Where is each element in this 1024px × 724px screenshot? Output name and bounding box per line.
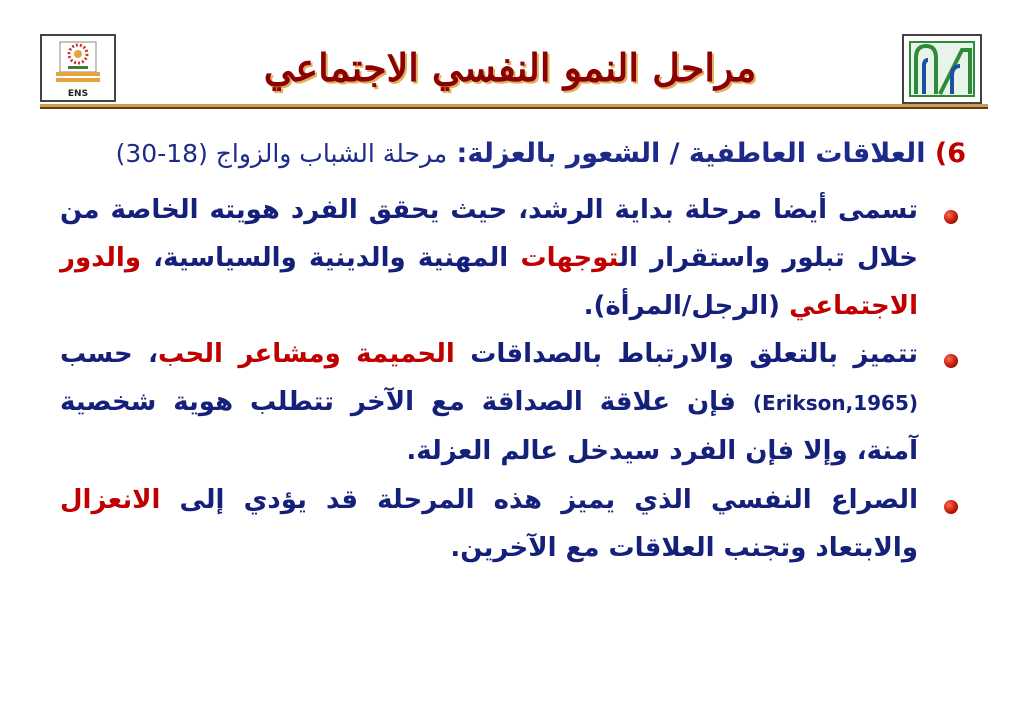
text-run: فإن علاقة الصداقة مع الآخر تتطلب هوية شخصية آمنة، وإلا فإن الفرد سيدخل عالم العزلة. [60,387,918,466]
highlight-run: والدور الاجتماعي [60,243,918,321]
header-rule-dark [40,107,988,109]
citation-run: (Erikson,1965) [752,391,918,415]
institution-logo [902,34,982,104]
bullet-paragraph-2 [60,330,918,475]
ens-logo-text: ENS [67,89,89,99]
slide-title: مراحل النمو النفسي الاجتماعي [263,45,757,90]
bullet-paragraph-1 [60,186,918,330]
section-heading-text: العلاقات العاطفية / الشعور بالعزلة: [456,138,926,169]
ens-logo [40,34,116,102]
text-run: ، حسب [60,339,159,369]
text-run: المهنية والدينية والسياسية، [140,243,521,273]
section-number: 6) [934,138,966,169]
highlight-run: الانعزال [60,485,161,515]
section-subheading: مرحلة الشباب والزواج (18-30) [115,139,448,168]
bullet-icon [944,354,958,368]
highlight-run: توجهات [520,243,620,273]
text-run: الصراع النفسي الذي يميز هذه المرحلة قد يؤدي إلى [160,485,918,515]
highlight-run: الحميمة ومشاعر الحب [158,339,455,369]
text-run: (الرجل/المرأة). [583,291,790,321]
bullet-icon [944,500,958,514]
text-run: تتميز بالتعلق والارتباط بالصداقات [454,339,918,369]
text-run: تسمى أيضا مرحلة بداية الرشد، حيث يحقق الفرد هويته الخاصة من خلال تبلور واستقرار ال [60,195,919,273]
bullet-icon [944,210,958,224]
section-heading [60,134,966,174]
text-run: والابتعاد وتجنب العلاقات مع الآخرين. [450,533,918,563]
bullet-paragraph-3 [60,476,918,572]
